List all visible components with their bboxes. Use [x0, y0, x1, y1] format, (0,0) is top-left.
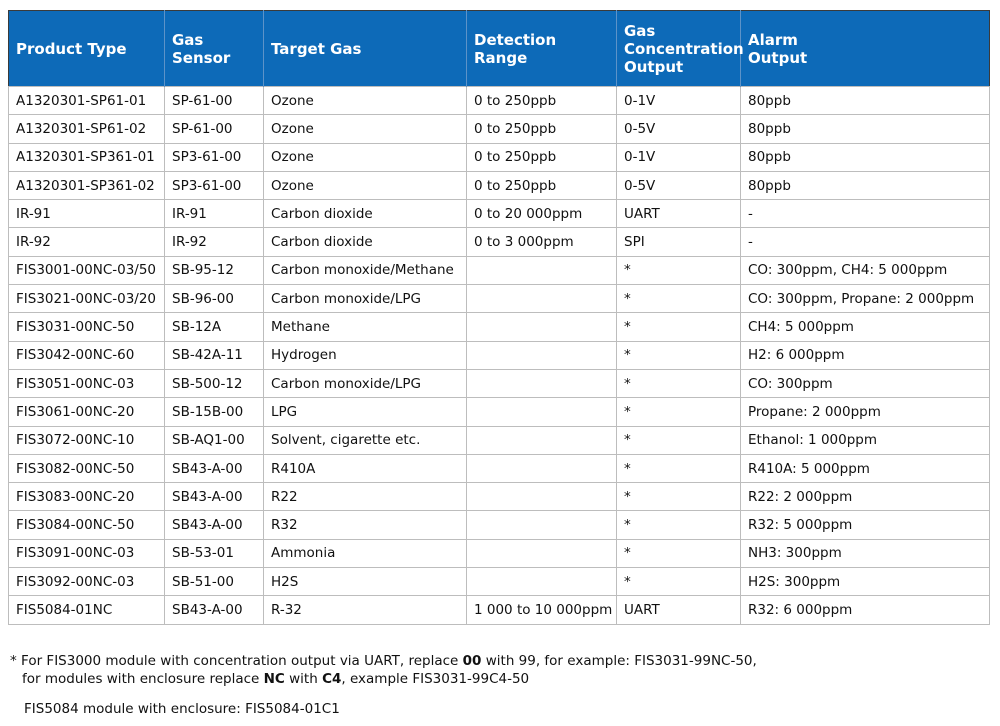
- cell-target-gas: Methane: [264, 313, 467, 341]
- cell-alarm-output: NH3: 300ppm: [741, 539, 990, 567]
- cell-product-type: FIS3082-00NC-50: [9, 454, 165, 482]
- cell-product-type: FIS3061-00NC-20: [9, 398, 165, 426]
- cell-gas-sensor: SP-61-00: [165, 115, 264, 143]
- cell-concentration-output: 0-1V: [617, 87, 741, 115]
- table-row: [9, 398, 990, 426]
- cell-gas-sensor: SB43-A-00: [165, 483, 264, 511]
- cell-alarm-output: Propane: 2 000ppm: [741, 398, 990, 426]
- table-row: [9, 87, 990, 115]
- cell-gas-sensor: SB43-A-00: [165, 511, 264, 539]
- cell-concentration-output: SPI: [617, 228, 741, 256]
- footnote-uart-suffix: with 99, for example: FIS3031-99NC-50,: [481, 653, 757, 669]
- cell-target-gas: Ozone: [264, 143, 467, 171]
- cell-detection-range: [467, 539, 617, 567]
- cell-product-type: FIS5084-01NC: [9, 596, 165, 624]
- header-product-type: Product Type: [9, 11, 165, 87]
- table-row: [9, 454, 990, 482]
- table-row: [9, 256, 990, 284]
- cell-target-gas: H2S: [264, 568, 467, 596]
- cell-concentration-output: *: [617, 511, 741, 539]
- cell-target-gas: Ozone: [264, 87, 467, 115]
- cell-gas-sensor: SB-12A: [165, 313, 264, 341]
- cell-product-type: A1320301-SP61-01: [9, 87, 165, 115]
- cell-detection-range: 0 to 250ppb: [467, 115, 617, 143]
- cell-gas-sensor: SP-61-00: [165, 87, 264, 115]
- cell-gas-sensor: SP3-61-00: [165, 143, 264, 171]
- table-row: [9, 285, 990, 313]
- cell-concentration-output: *: [617, 256, 741, 284]
- table-row: [9, 115, 990, 143]
- header-row: [9, 11, 990, 87]
- cell-alarm-output: R22: 2 000ppm: [741, 483, 990, 511]
- cell-target-gas: Carbon monoxide/Methane: [264, 256, 467, 284]
- cell-alarm-output: 80ppb: [741, 143, 990, 171]
- cell-concentration-output: *: [617, 341, 741, 369]
- cell-product-type: A1320301-SP61-02: [9, 115, 165, 143]
- footnote-enclosure-bold-c4: C4: [322, 671, 342, 687]
- cell-gas-sensor: SB-15B-00: [165, 398, 264, 426]
- table-header: [9, 11, 990, 87]
- table-body: [9, 87, 990, 625]
- cell-product-type: FIS3072-00NC-10: [9, 426, 165, 454]
- table-row: [9, 341, 990, 369]
- cell-product-type: IR-92: [9, 228, 165, 256]
- cell-concentration-output: 0-5V: [617, 115, 741, 143]
- cell-alarm-output: Ethanol: 1 000ppm: [741, 426, 990, 454]
- table-row: [9, 143, 990, 171]
- cell-detection-range: [467, 341, 617, 369]
- table-row: [9, 568, 990, 596]
- table-row: [9, 426, 990, 454]
- table-row: [9, 511, 990, 539]
- cell-detection-range: [467, 398, 617, 426]
- cell-concentration-output: *: [617, 398, 741, 426]
- footnote-uart: [10, 652, 990, 670]
- cell-product-type: FIS3091-00NC-03: [9, 539, 165, 567]
- cell-target-gas: R410A: [264, 454, 467, 482]
- cell-target-gas: R-32: [264, 596, 467, 624]
- cell-gas-sensor: SB-42A-11: [165, 341, 264, 369]
- cell-target-gas: R22: [264, 483, 467, 511]
- cell-detection-range: [467, 285, 617, 313]
- table-row: [9, 483, 990, 511]
- cell-alarm-output: H2S: 300ppm: [741, 568, 990, 596]
- cell-concentration-output: 0-1V: [617, 143, 741, 171]
- cell-gas-sensor: SB-96-00: [165, 285, 264, 313]
- cell-gas-sensor: SB-AQ1-00: [165, 426, 264, 454]
- cell-alarm-output: CO: 300ppm, Propane: 2 000ppm: [741, 285, 990, 313]
- cell-product-type: FIS3001-00NC-03/50: [9, 256, 165, 284]
- footnote-enclosure-bold-nc: NC: [263, 671, 285, 687]
- cell-concentration-output: *: [617, 285, 741, 313]
- table-row: [9, 596, 990, 624]
- footnote-enclosure-prefix: for modules with enclosure replace: [22, 671, 264, 687]
- cell-product-type: FIS3042-00NC-60: [9, 341, 165, 369]
- table-row: [9, 200, 990, 228]
- cell-detection-range: [467, 313, 617, 341]
- cell-product-type: FIS3051-00NC-03: [9, 369, 165, 397]
- cell-concentration-output: *: [617, 568, 741, 596]
- cell-target-gas: Carbon monoxide/LPG: [264, 285, 467, 313]
- cell-gas-sensor: IR-91: [165, 200, 264, 228]
- cell-concentration-output: *: [617, 539, 741, 567]
- product-table-container: [8, 10, 989, 625]
- cell-alarm-output: R32: 5 000ppm: [741, 511, 990, 539]
- cell-detection-range: 1 000 to 10 000ppm: [467, 596, 617, 624]
- cell-concentration-output: 0-5V: [617, 171, 741, 199]
- cell-target-gas: Hydrogen: [264, 341, 467, 369]
- cell-detection-range: [467, 568, 617, 596]
- cell-target-gas: Carbon monoxide/LPG: [264, 369, 467, 397]
- cell-product-type: FIS3083-00NC-20: [9, 483, 165, 511]
- header-detection-range: Detection Range: [467, 11, 617, 87]
- cell-detection-range: [467, 511, 617, 539]
- cell-alarm-output: R32: 6 000ppm: [741, 596, 990, 624]
- cell-detection-range: [467, 426, 617, 454]
- cell-alarm-output: R410A: 5 000ppm: [741, 454, 990, 482]
- cell-target-gas: Carbon dioxide: [264, 228, 467, 256]
- cell-alarm-output: -: [741, 200, 990, 228]
- cell-detection-range: [467, 483, 617, 511]
- cell-alarm-output: CH4: 5 000ppm: [741, 313, 990, 341]
- cell-gas-sensor: SB-95-12: [165, 256, 264, 284]
- cell-target-gas: Ammonia: [264, 539, 467, 567]
- cell-target-gas: Ozone: [264, 115, 467, 143]
- cell-gas-sensor: SB43-A-00: [165, 454, 264, 482]
- cell-target-gas: Solvent, cigarette etc.: [264, 426, 467, 454]
- cell-gas-sensor: SB-53-01: [165, 539, 264, 567]
- cell-detection-range: [467, 369, 617, 397]
- cell-concentration-output: *: [617, 483, 741, 511]
- cell-concentration-output: *: [617, 313, 741, 341]
- cell-concentration-output: UART: [617, 596, 741, 624]
- cell-product-type: FIS3092-00NC-03: [9, 568, 165, 596]
- footnote-uart-prefix: * For FIS3000 module with concentration output via UART, replace: [10, 653, 463, 669]
- cell-product-type: FIS3031-00NC-50: [9, 313, 165, 341]
- header-alarm-output: Alarm Output: [741, 11, 990, 87]
- cell-gas-sensor: SB-51-00: [165, 568, 264, 596]
- cell-detection-range: 0 to 250ppb: [467, 143, 617, 171]
- cell-alarm-output: -: [741, 228, 990, 256]
- footnote-fis5084: FIS5084 module with enclosure: FIS5084-01C1: [24, 701, 340, 717]
- table-row: [9, 539, 990, 567]
- footnote-uart-bold: 00: [462, 653, 482, 669]
- table-row: [9, 313, 990, 341]
- footnote-enclosure-middle: with: [284, 671, 323, 687]
- cell-concentration-output: *: [617, 426, 741, 454]
- header-gas-concentration-output: Gas Concentration Output: [617, 11, 741, 87]
- cell-detection-range: [467, 256, 617, 284]
- cell-alarm-output: 80ppb: [741, 171, 990, 199]
- cell-alarm-output: H2: 6 000ppm: [741, 341, 990, 369]
- cell-alarm-output: CO: 300ppm: [741, 369, 990, 397]
- cell-gas-sensor: SB43-A-00: [165, 596, 264, 624]
- header-gas-sensor: Gas Sensor: [165, 11, 264, 87]
- cell-alarm-output: 80ppb: [741, 87, 990, 115]
- cell-gas-sensor: SB-500-12: [165, 369, 264, 397]
- cell-gas-sensor: SP3-61-00: [165, 171, 264, 199]
- table-row: [9, 228, 990, 256]
- cell-target-gas: Ozone: [264, 171, 467, 199]
- cell-gas-sensor: IR-92: [165, 228, 264, 256]
- cell-product-type: IR-91: [9, 200, 165, 228]
- cell-alarm-output: CO: 300ppm, CH4: 5 000ppm: [741, 256, 990, 284]
- cell-detection-range: 0 to 20 000ppm: [467, 200, 617, 228]
- cell-target-gas: R32: [264, 511, 467, 539]
- cell-product-type: FIS3084-00NC-50: [9, 511, 165, 539]
- cell-concentration-output: *: [617, 454, 741, 482]
- cell-detection-range: 0 to 250ppb: [467, 171, 617, 199]
- cell-product-type: FIS3021-00NC-03/20: [9, 285, 165, 313]
- cell-target-gas: LPG: [264, 398, 467, 426]
- cell-detection-range: 0 to 250ppb: [467, 87, 617, 115]
- cell-concentration-output: *: [617, 369, 741, 397]
- cell-concentration-output: UART: [617, 200, 741, 228]
- table-row: [9, 369, 990, 397]
- cell-alarm-output: 80ppb: [741, 115, 990, 143]
- footnote-enclosure: [10, 670, 990, 688]
- cell-product-type: A1320301-SP361-02: [9, 171, 165, 199]
- cell-detection-range: 0 to 3 000ppm: [467, 228, 617, 256]
- cell-detection-range: [467, 454, 617, 482]
- footnotes: [10, 652, 990, 718]
- header-target-gas: Target Gas: [264, 11, 467, 87]
- cell-target-gas: Carbon dioxide: [264, 200, 467, 228]
- table-row: [9, 171, 990, 199]
- cell-product-type: A1320301-SP361-01: [9, 143, 165, 171]
- footnote-enclosure-suffix: , example FIS3031-99C4-50: [341, 671, 530, 687]
- product-table: [8, 10, 990, 625]
